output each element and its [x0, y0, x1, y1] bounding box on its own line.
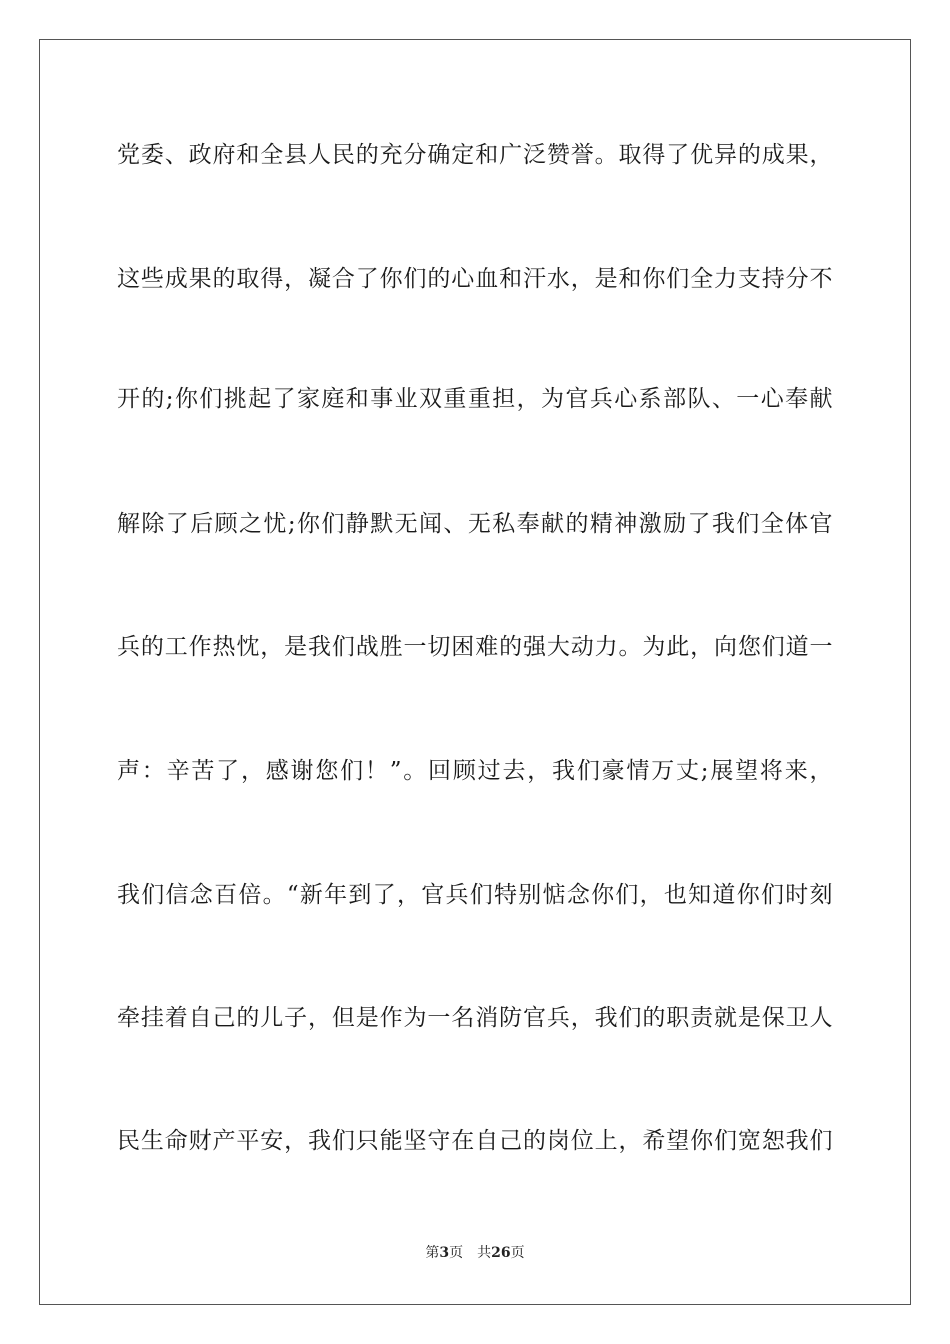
text-line: 声：辛苦了，感谢您们！”。回顾过去，我们豪情万丈;展望将来， [117, 758, 833, 784]
text-line: 兵的工作热忱，是我们战胜一切困难的强大动力。为此，向您们道一 [117, 634, 833, 660]
total-suffix: 页 [510, 1245, 525, 1261]
text-line: 这些成果的取得，凝合了你们的心血和汗水，是和你们全力支持分不 [117, 266, 833, 292]
text-line: 党委、政府和全县人民的充分确定和广泛赞誉。取得了优异的成果， [117, 142, 833, 168]
page-footer [0, 1243, 950, 1263]
text-line: 解除了后顾之忧;你们静默无闻、无私奉献的精神激励了我们全体官 [117, 511, 833, 537]
total-pages: 26 [491, 1245, 511, 1261]
text-line: 开的;你们挑起了家庭和事业双重重担，为官兵心系部队、一心奉献 [117, 386, 833, 412]
page-number: 3 [439, 1245, 450, 1261]
text-line: 牵挂着自己的儿子，但是作为一名消防官兵，我们的职责就是保卫人 [117, 1005, 833, 1031]
page-suffix: 页 [449, 1245, 464, 1261]
total-prefix: 共 [477, 1245, 492, 1261]
page-border [39, 39, 911, 1305]
page-prefix: 第 [425, 1245, 440, 1261]
text-line: 民生命财产平安，我们只能坚守在自己的岗位上，希望你们宽恕我们 [117, 1128, 833, 1154]
text-line: 我们信念百倍。“新年到了，官兵们特别惦念你们，也知道你们时刻 [117, 882, 833, 908]
